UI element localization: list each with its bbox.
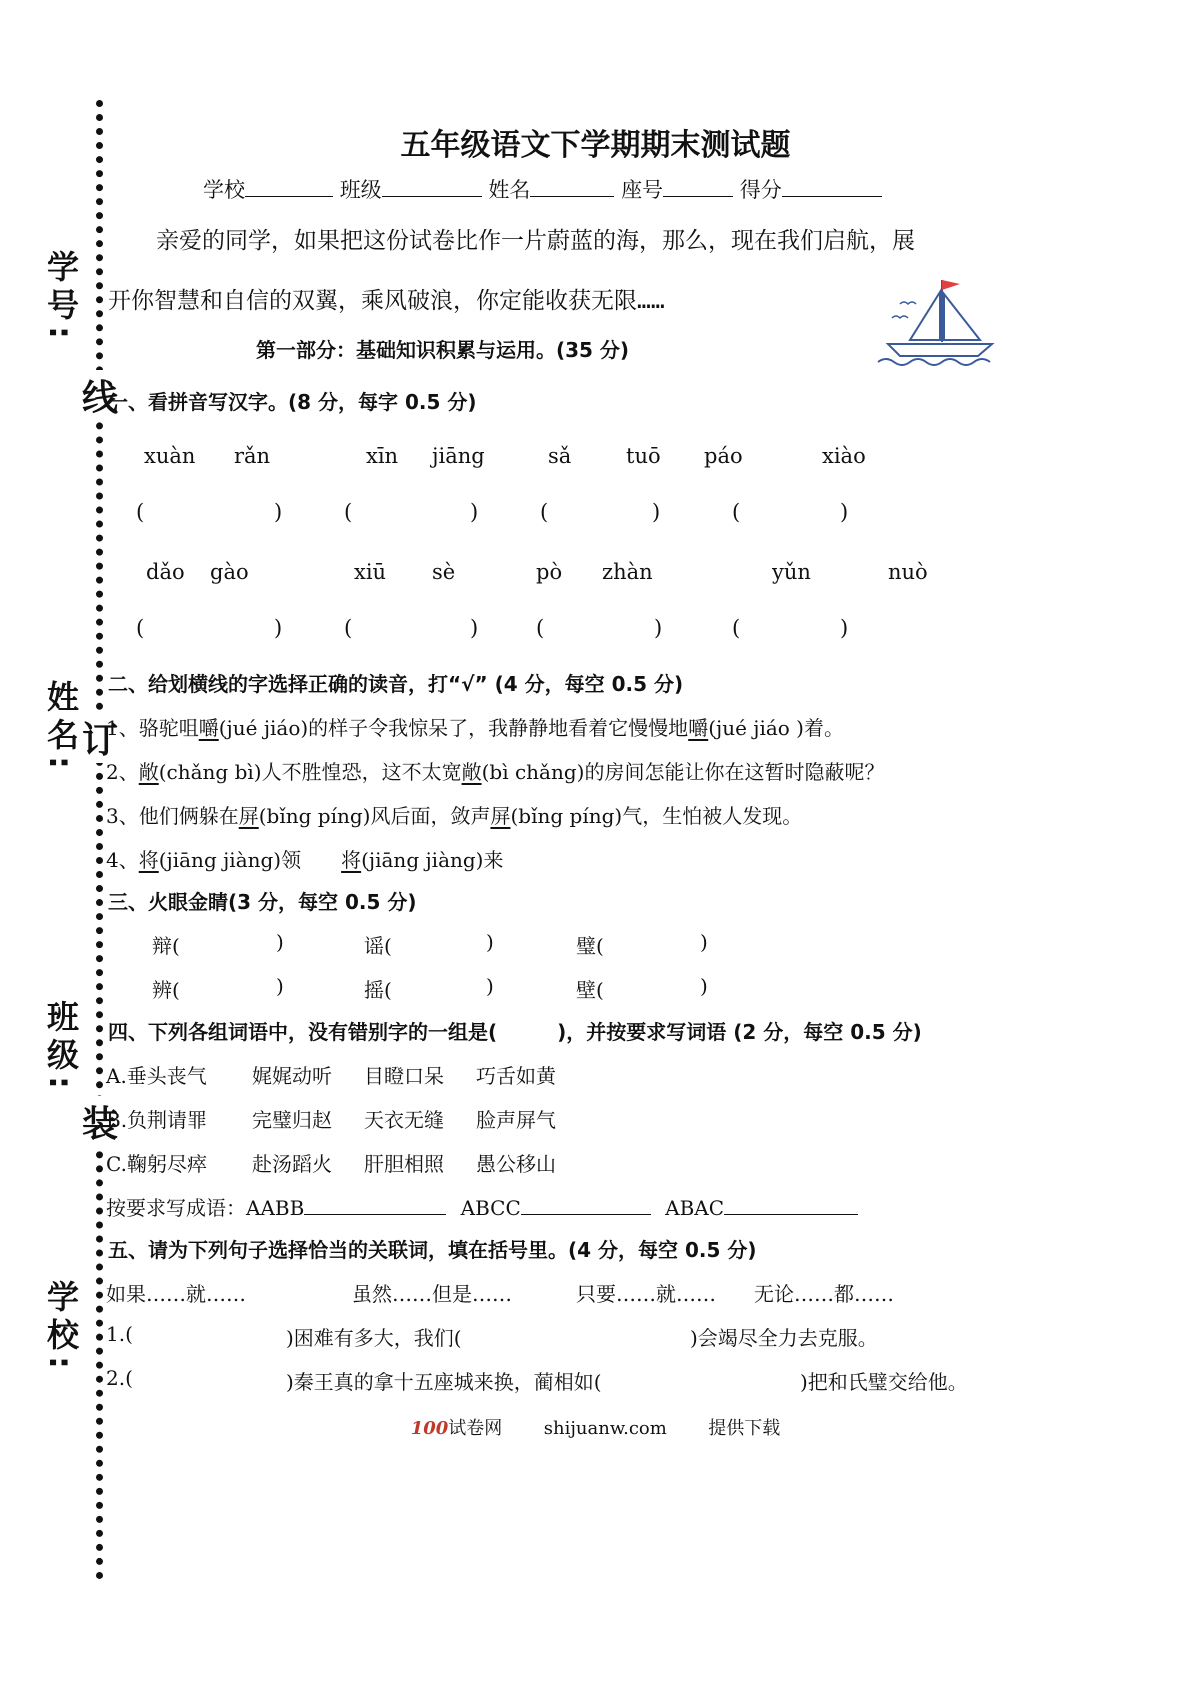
score-blank[interactable] (782, 178, 882, 197)
sailboat-icon (870, 270, 1010, 370)
q2-heading: 二、给划横线的字选择正确的读音，打“√” (4 分，每空 0.5 分) (108, 672, 684, 696)
answer-paren-close: ) (470, 616, 479, 640)
q5-word-options (0, 1278, 1191, 1306)
pinyin: pò (536, 560, 563, 584)
q2-line-4: 4、将(jiāng jiàng)领 将(jiāng jiàng)来 (106, 848, 504, 872)
q1-heading: 一、看拼音写汉字。(8 分，每字 0.5 分) (108, 390, 477, 414)
part-one-heading: 第一部分：基础知识积累与运用。(35 分) (256, 338, 630, 362)
intro-line-2: 开你智慧和自信的双翼，乘风破浪，你定能收获无限…… (108, 288, 665, 314)
page-title: 五年级语文下学期期末测试题 (400, 128, 791, 163)
underlined-char: 嚼 (688, 716, 709, 740)
pinyin: xuàn (144, 444, 196, 468)
class-label: 班级 (339, 178, 382, 202)
answer-paren-open[interactable]: ( (136, 616, 145, 640)
pinyin: xiū (354, 560, 387, 584)
char-item[interactable]: 辨( (152, 978, 180, 1002)
underlined-char: 屏 (490, 804, 511, 828)
school-blank[interactable] (245, 178, 333, 197)
name-blank[interactable] (530, 178, 614, 197)
q2-line-3: 3、他们俩躲在屏(bǐng píng)风后面，敛声屏(bǐng píng)气，生怕被人发现。 (106, 804, 803, 828)
answer-paren-open[interactable]: ( (732, 500, 741, 524)
footer-site: 试卷网 (448, 1418, 503, 1439)
info-line (203, 174, 882, 204)
pinyin: xiào (822, 444, 866, 468)
pinyin: sè (432, 560, 456, 584)
answer-paren-open[interactable]: ( (540, 500, 549, 524)
q4-option-c[interactable]: C.鞠躬尽瘁 赴汤蹈火 肝胆相照 愚公移山 (106, 1152, 556, 1176)
pinyin: tuō (626, 444, 661, 468)
pinyin: nuò (888, 560, 928, 584)
pinyin: dǎo (146, 560, 185, 584)
answer-paren-open[interactable]: ( (136, 500, 145, 524)
abcc-blank[interactable] (521, 1196, 651, 1215)
answer-paren-open[interactable]: ( (344, 616, 353, 640)
q5-sentence-2: 2.( )秦王真的拿十五座城来换，蔺相如( )把和氏璧交给他。 (106, 1366, 968, 1394)
underlined-char: 敞 (138, 760, 159, 784)
q3-row-1: 辩( ) 谣( ) 璧( ) (152, 930, 708, 958)
q4-heading: 四、下列各组词语中，没有错别字的一组是( )，并按要求写词语 (2 分，每空 0.5 分) (108, 1020, 922, 1044)
pinyin: gào (210, 560, 249, 584)
q1-pinyin-row-2 (0, 560, 1191, 590)
underlined-char: 敞 (461, 760, 482, 784)
pinyin: zhàn (602, 560, 653, 584)
school-label: 学校 (203, 178, 245, 202)
underlined-char: 嚼 (198, 716, 219, 740)
score-label: 得分 (739, 178, 782, 202)
underlined-char: 屏 (238, 804, 259, 828)
q4-option-a[interactable]: A.垂头丧气 娓娓动听 目瞪口呆 巧舌如黄 (106, 1064, 556, 1088)
q2-line-1: 1、骆驼咀嚼(jué jiáo)的样子令我惊呆了，我静静地看着它慢慢地嚼(jué jiáo )着。 (106, 716, 844, 740)
binding-mark-xian: 线 (82, 370, 118, 421)
name-label: 姓名 (488, 178, 531, 202)
aabb-blank[interactable] (304, 1196, 446, 1215)
seat-blank[interactable] (663, 178, 733, 197)
conjunction-option: 无论……都…… (754, 1282, 894, 1306)
answer-paren-close: ) (654, 616, 663, 640)
class-blank[interactable] (382, 178, 482, 197)
answer-paren-open[interactable]: ( (732, 616, 741, 640)
binding-dotted-line (96, 100, 104, 1580)
q1-answer-row-1 (0, 500, 1191, 530)
pinyin: páo (704, 444, 743, 468)
pinyin: yǔn (772, 560, 811, 584)
answer-paren-close: ) (840, 616, 849, 640)
answer-paren-close: ) (274, 616, 283, 640)
pinyin: sǎ (548, 444, 572, 468)
seat-label: 座号 (621, 178, 664, 202)
q3-row-2: 辨( ) 摇( ) 壁( ) (152, 974, 708, 1002)
q4-write-idioms: 按要求写成语：AABB ABCC ABAC (106, 1192, 858, 1221)
pinyin: jiāng (432, 444, 485, 468)
pinyin: xīn (366, 444, 399, 468)
footer-provide: 提供下载 (708, 1418, 781, 1439)
side-label-name: 姓名: (38, 680, 84, 775)
q3-heading: 三、火眼金睛(3 分，每空 0.5 分) (108, 890, 417, 914)
char-item[interactable]: 谣( (364, 934, 392, 958)
answer-paren-close: ) (274, 500, 283, 524)
char-item[interactable]: 摇( (364, 978, 392, 1002)
answer-paren-open[interactable]: ( (344, 500, 353, 524)
q1-pinyin-row-1 (0, 444, 1191, 474)
q5-sentence-1: 1.( )困难有多大，我们( )会竭尽全力去克服。 (106, 1322, 878, 1350)
q4-option-b[interactable]: B.负荆请罪 完璧归赵 天衣无缝 脸声屏气 (106, 1108, 556, 1132)
conjunction-option: 如果……就…… (106, 1282, 246, 1306)
binding-mark-ding: 订 (82, 712, 118, 763)
char-item[interactable]: 辩( (152, 934, 180, 958)
q2-line-2: 2、敞(chǎng bì)人不胜惶恐，这不太宽敞(bì chǎng)的房间怎能让你在这暂时隐蔽呢？ (106, 760, 885, 784)
intro-line-1: 亲爱的同学，如果把这份试卷比作一片蔚蓝的海，那么，现在我们启航，展 (156, 228, 915, 254)
side-label-school: 学校: (38, 1280, 84, 1375)
answer-paren-close: ) (652, 500, 661, 524)
underlined-char: 将 (138, 848, 159, 872)
underlined-char: 将 (341, 848, 362, 872)
conjunction-option: 虽然……但是…… (352, 1282, 512, 1306)
footer-domain[interactable]: shijuanw.com (543, 1418, 667, 1439)
char-item[interactable]: 壁( (576, 978, 604, 1002)
q1-answer-row-2 (0, 616, 1191, 646)
footer (0, 1414, 1191, 1440)
char-item[interactable]: 璧( (576, 934, 604, 958)
q5-heading: 五、请为下列句子选择恰当的关联词，填在括号里。(4 分，每空 0.5 分) (108, 1238, 757, 1262)
conjunction-option: 只要……就…… (576, 1282, 716, 1306)
binding-mark-zhuang: 装 (82, 1096, 118, 1147)
abac-blank[interactable] (724, 1196, 858, 1215)
answer-paren-close: ) (840, 500, 849, 524)
side-label-class: 班级: (38, 1000, 84, 1095)
side-label-student-id: 学号: (38, 250, 84, 345)
pinyin: rǎn (234, 444, 271, 468)
footer-logo: 100 (410, 1418, 449, 1439)
answer-paren-open[interactable]: ( (536, 616, 545, 640)
answer-paren-close: ) (470, 500, 479, 524)
